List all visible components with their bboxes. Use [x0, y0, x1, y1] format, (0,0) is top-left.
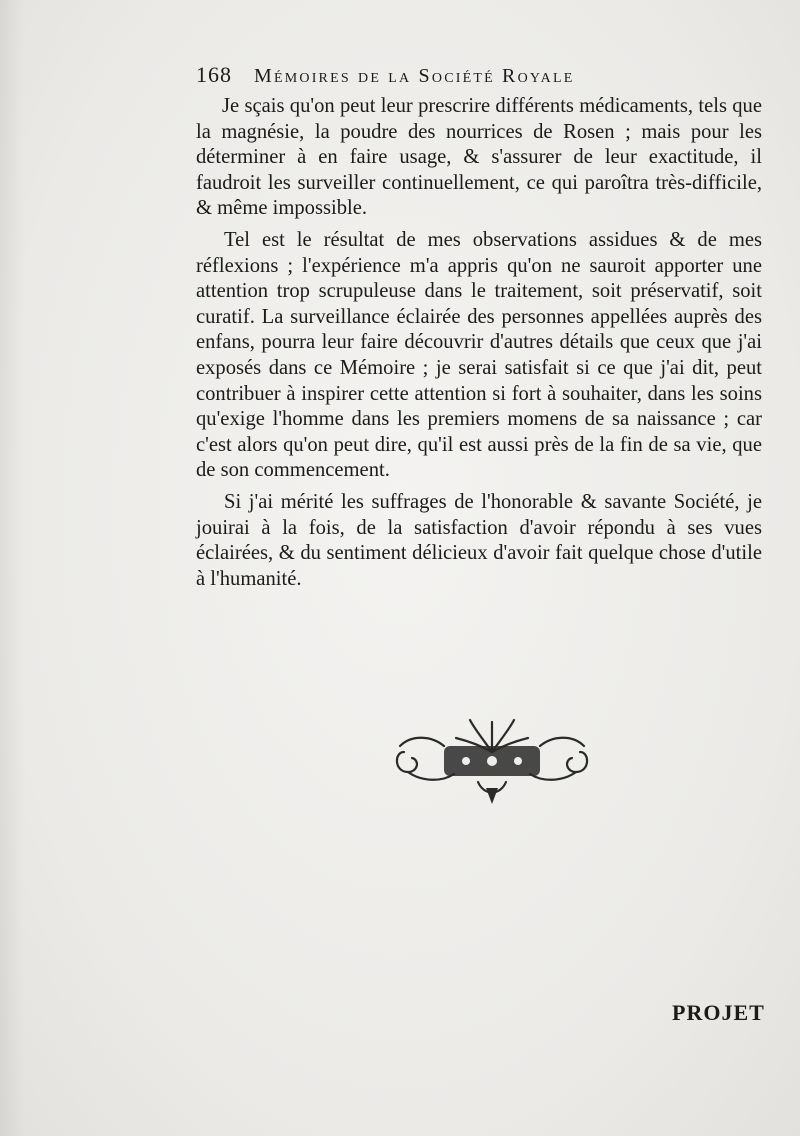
catchword: PROJET [672, 1000, 765, 1025]
paragraph: Si j'ai mérité les suffrages de l'honorable & savante Société, je jouirai à la fois, de la satisfaction d'avoir répondu à ses vues éclairées, & du sentiment délicieux d'avoir fait quelque chose d'utile à l'humanité. [196, 490, 762, 590]
paragraph: Tel est le résultat de mes observations assidues & de mes réflexions ; l'expérience m'a appris qu'on ne sauroit apporter une attention trop scrupuleuse dans le traitement, soit préservatif, soit curatif. La surveillance éclairée des personnes appellées auprès des enfans, pourra leur faire découvrir d'autres détails que ceux que j'ai exposés dans ce Mémoire ; je serai satisfait si ce que j'ai dit, peut contribuer à inspirer cette attention si fort à souhaiter, dans les soins qu'exige l'homme dans les premiers momens de sa naissance ; car c'est alors qu'on peut dire, qu'il est aussi près de la fin de sa vie, que de son commencement. [196, 228, 762, 482]
paragraph: Je sçais qu'on peut leur prescrire différents médicaments, tels que la magnésie, la poudre des nourrices de Rosen ; mais pour les déterminer à en faire usage, & s'assurer de leur exactitude, il faudroit les surveiller continuellement, ce qui paroîtra très-difficile, & même impossible. [196, 95, 762, 220]
page-edge-shadow [0, 0, 24, 1136]
running-head: Mémoires de la Société Royale [254, 65, 575, 87]
main-text [196, 94, 762, 598]
page-header [196, 62, 771, 88]
fleuron-ornament-icon [392, 712, 592, 808]
page-number: 168 [196, 62, 232, 87]
